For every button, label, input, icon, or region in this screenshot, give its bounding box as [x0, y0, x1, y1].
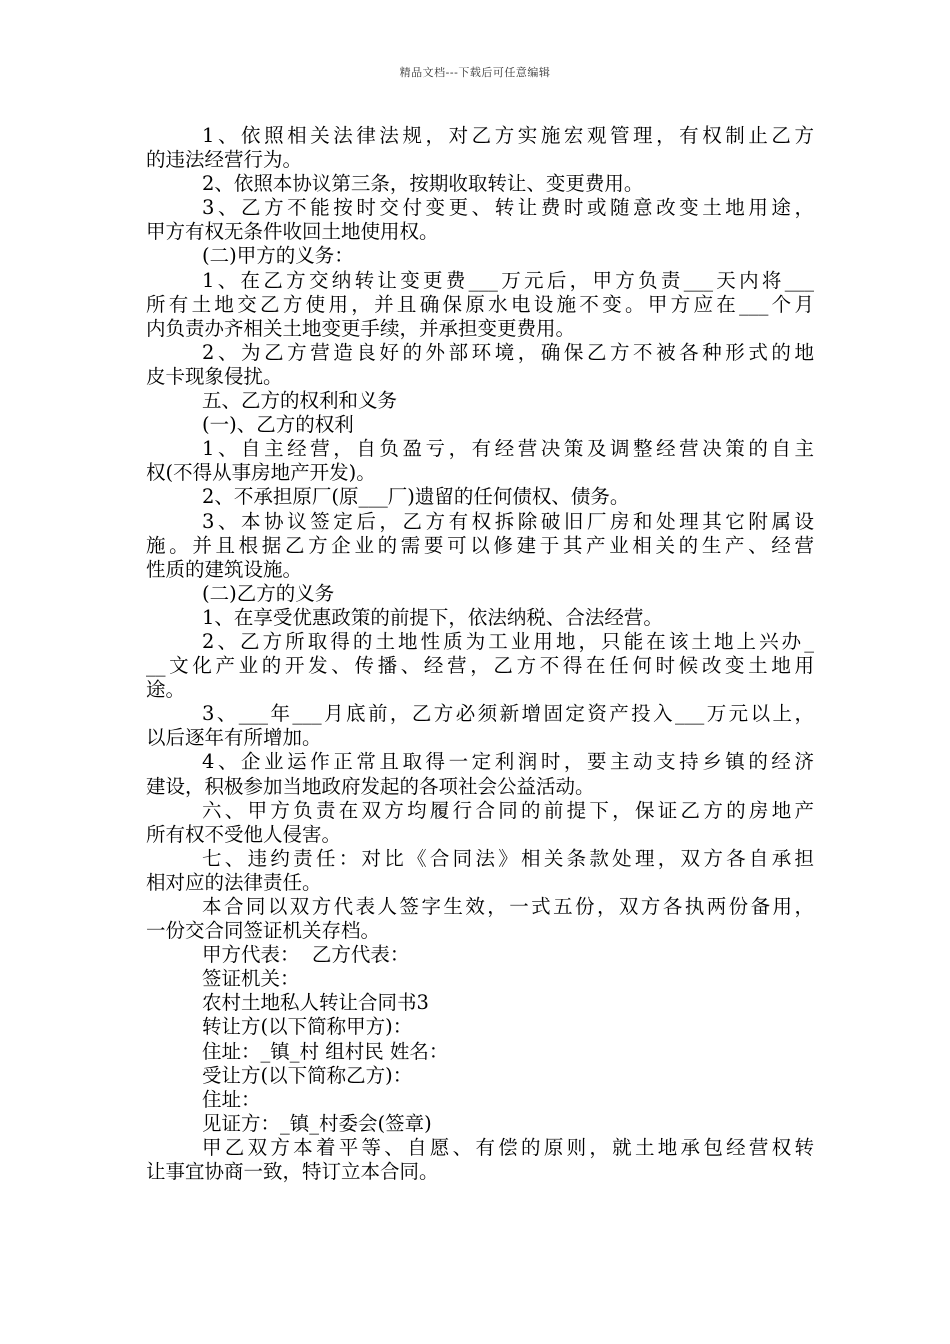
party-line: 见证方：_镇_村委会(签章)	[202, 1111, 432, 1135]
paragraph-line: 途。	[146, 678, 186, 702]
party-line: 住址：	[202, 1087, 261, 1111]
paragraph-line: 2、为乙方营造良好的外部环境，确保乙方不被各种形式的地	[202, 340, 814, 364]
paragraph-line: 2、依照本协议第三条，按期收取转让、变更费用。	[202, 172, 644, 196]
paragraph-line: 1、自主经营，自负盈亏，有经营决策及调整经营决策的自主	[202, 437, 814, 461]
paragraph-line: 建设，积极参加当地政府发起的各项社会公益活动。	[146, 774, 595, 798]
paragraph-line: 皮卡现象侵扰。	[146, 364, 283, 388]
paragraph-line: 性质的建筑设施。	[146, 557, 303, 581]
paragraph-line: 六、甲方负责在双方均履行合同的前提下，保证乙方的房地产	[202, 798, 814, 822]
paragraph-line: 1、在乙方交纳转让变更费___万元后，甲方负责___天内将___	[202, 268, 814, 292]
paragraph-line: 甲方有权无条件收回土地使用权。	[146, 220, 439, 244]
paragraph-line: 的违法经营行为。	[146, 148, 303, 172]
section-heading: (一)、乙方的权利	[202, 413, 354, 437]
paragraph-line: 2、不承担原厂(原___厂)遗留的任何债权、债务。	[202, 485, 630, 509]
party-line: 转让方(以下简称甲方)：	[202, 1015, 413, 1039]
party-line: 受让方(以下简称乙方)：	[202, 1063, 413, 1087]
paragraph-line: 1、依照相关法律法规，对乙方实施宏观管理，有权制止乙方	[202, 124, 814, 147]
party-line: 住址：_镇_村 组村民 姓名：	[202, 1039, 449, 1063]
paragraph-line: 2、乙方所取得的土地性质为工业用地，只能在该土地上兴办_	[202, 629, 814, 653]
paragraph-line: 内负责办齐相关土地变更手续，并承担变更费用。	[146, 316, 576, 340]
paragraph-line: 让事宜协商一致，特订立本合同。	[146, 1160, 439, 1184]
paragraph-line: 3、本协议签定后，乙方有权拆除破旧厂房和处理其它附属设	[202, 509, 814, 533]
paragraph-line: 施。并且根据乙方企业的需要可以修建于其产业相关的生产、经营	[146, 533, 814, 557]
paragraph-line: 一份交合同签证机关存档。	[146, 919, 381, 943]
paragraph-line: 所有土地交乙方使用，并且确保原水电设施不变。甲方应在___个月	[146, 292, 814, 316]
paragraph-line: 甲乙双方本着平等、自愿、有偿的原则，就土地承包经营权转	[202, 1135, 814, 1159]
document-title: 农村土地私人转让合同书3	[202, 991, 429, 1015]
paragraph-line: 1、在享受优惠政策的前提下，依法纳税、合法经营。	[202, 605, 663, 629]
paragraph-line: 相对应的法律责任。	[146, 870, 322, 894]
paragraph-line: 权(不得从事房地产开发)。	[146, 461, 376, 485]
section-heading: (二)甲方的义务：	[202, 244, 354, 268]
paragraph-line: __文化产业的开发、传播、经营，乙方不得在任何时候改变土地用	[146, 654, 814, 678]
signature-line: 签证机关：	[202, 967, 300, 991]
paragraph-line: 以后逐年有所增加。	[146, 726, 322, 750]
signature-line: 甲方代表： 乙方代表：	[202, 943, 410, 967]
page-header: 精品文档---下载后可任意编辑	[399, 66, 551, 79]
paragraph-line: 本合同以双方代表人签字生效，一式五份，双方各执两份备用，	[202, 895, 814, 918]
paragraph-line: 4、企业运作正常且取得一定利润时，要主动支持乡镇的经济	[202, 750, 814, 774]
paragraph-line: 3、___年___月底前，乙方必须新增固定资产投入___万元以上，	[202, 702, 814, 726]
section-heading: 五、乙方的权利和义务	[202, 389, 398, 413]
document-body	[146, 124, 814, 1184]
paragraph-line: 七、违约责任：对比《合同法》相关条款处理，双方各自承担	[202, 846, 814, 870]
section-heading: (二)乙方的义务	[202, 581, 335, 605]
paragraph-line: 所有权不受他人侵害。	[146, 822, 342, 846]
paragraph-line: 3、乙方不能按时交付变更、转让费时或随意改变土地用途，	[202, 196, 814, 220]
